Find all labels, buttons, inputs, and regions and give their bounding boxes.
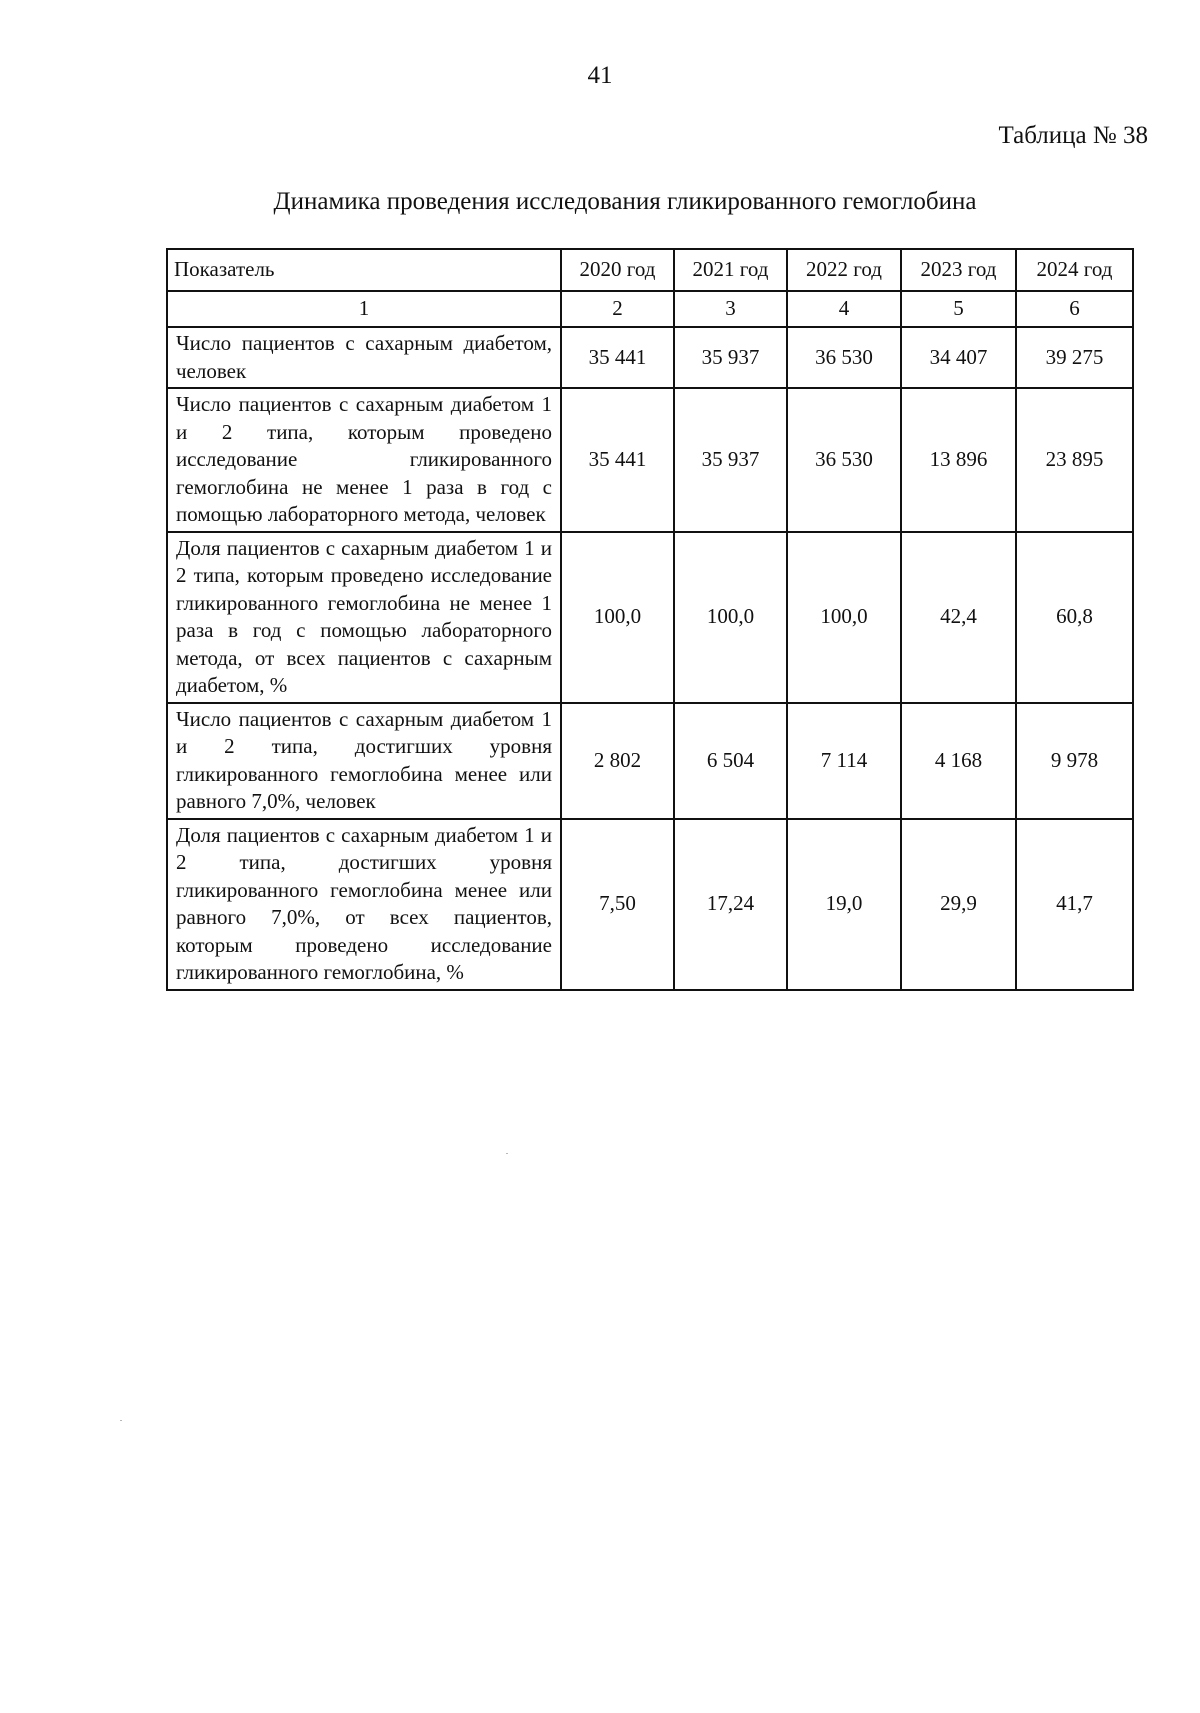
- table-header-row: [167, 249, 1133, 291]
- cell-value: 39 275: [1016, 327, 1133, 388]
- column-header-indicator: Показатель: [167, 249, 561, 291]
- cell-value: 36 530: [787, 327, 901, 388]
- row-label: Число пациентов с сахарным диабетом 1 и 2 типа, которым проведено исследование гликированного гемоглобина не менее 1 раза в год с помощью лабораторного метода, человек: [167, 388, 561, 532]
- column-number: 6: [1016, 291, 1133, 327]
- table-row: [167, 388, 1133, 532]
- cell-value: 13 896: [901, 388, 1016, 532]
- cell-value: 100,0: [787, 532, 901, 703]
- cell-value: 36 530: [787, 388, 901, 532]
- column-number: 2: [561, 291, 674, 327]
- cell-value: 6 504: [674, 703, 787, 819]
- column-number-row: [167, 291, 1133, 327]
- row-label: Число пациентов с сахарным диабетом 1 и 2 типа, достигших уровня гликированного гемоглобина менее или равного 7,0%, человек: [167, 703, 561, 819]
- column-header-2021: 2021 год: [674, 249, 787, 291]
- cell-value: 41,7: [1016, 819, 1133, 990]
- table-row: [167, 327, 1133, 388]
- cell-value: 100,0: [561, 532, 674, 703]
- cell-value: 34 407: [901, 327, 1016, 388]
- table-title: Динамика проведения исследования гликированного гемоглобина: [273, 188, 977, 215]
- cell-value: 4 168: [901, 703, 1016, 819]
- column-number: 5: [901, 291, 1016, 327]
- column-header-2020: 2020 год: [561, 249, 674, 291]
- scan-speck: [120, 1420, 122, 1421]
- cell-value: 9 978: [1016, 703, 1133, 819]
- cell-value: 29,9: [901, 819, 1016, 990]
- cell-value: 60,8: [1016, 532, 1133, 703]
- row-label: Доля пациентов с сахарным диабетом 1 и 2 типа, которым проведено исследование гликированного гемоглобина не менее 1 раза в год с помощью лабораторного метода, от всех пациентов с сахарным диабетом, %: [167, 532, 561, 703]
- cell-value: 100,0: [674, 532, 787, 703]
- table-row: [167, 532, 1133, 703]
- cell-value: 17,24: [674, 819, 787, 990]
- table-row: [167, 819, 1133, 990]
- row-label: Доля пациентов с сахарным диабетом 1 и 2 типа, достигших уровня гликированного гемоглобина менее или равного 7,0%, от всех пациентов, которым проведено исследование гликированного гемоглобина, %: [167, 819, 561, 990]
- column-header-2022: 2022 год: [787, 249, 901, 291]
- scan-speck: [506, 1153, 508, 1154]
- cell-value: 35 937: [674, 327, 787, 388]
- column-header-2024: 2024 год: [1016, 249, 1133, 291]
- table-number-label: Таблица № 38: [998, 122, 1148, 149]
- cell-value: 42,4: [901, 532, 1016, 703]
- column-header-2023: 2023 год: [901, 249, 1016, 291]
- data-table: [166, 248, 1134, 991]
- cell-value: 35 937: [674, 388, 787, 532]
- cell-value: 7,50: [561, 819, 674, 990]
- cell-value: 23 895: [1016, 388, 1133, 532]
- cell-value: 19,0: [787, 819, 901, 990]
- page-number: 41: [587, 62, 613, 89]
- cell-value: 35 441: [561, 327, 674, 388]
- table-row: [167, 703, 1133, 819]
- cell-value: 35 441: [561, 388, 674, 532]
- column-number: 4: [787, 291, 901, 327]
- cell-value: 7 114: [787, 703, 901, 819]
- column-number: 1: [167, 291, 561, 327]
- cell-value: 2 802: [561, 703, 674, 819]
- row-label: Число пациентов с сахарным диабетом, человек: [167, 327, 561, 388]
- column-number: 3: [674, 291, 787, 327]
